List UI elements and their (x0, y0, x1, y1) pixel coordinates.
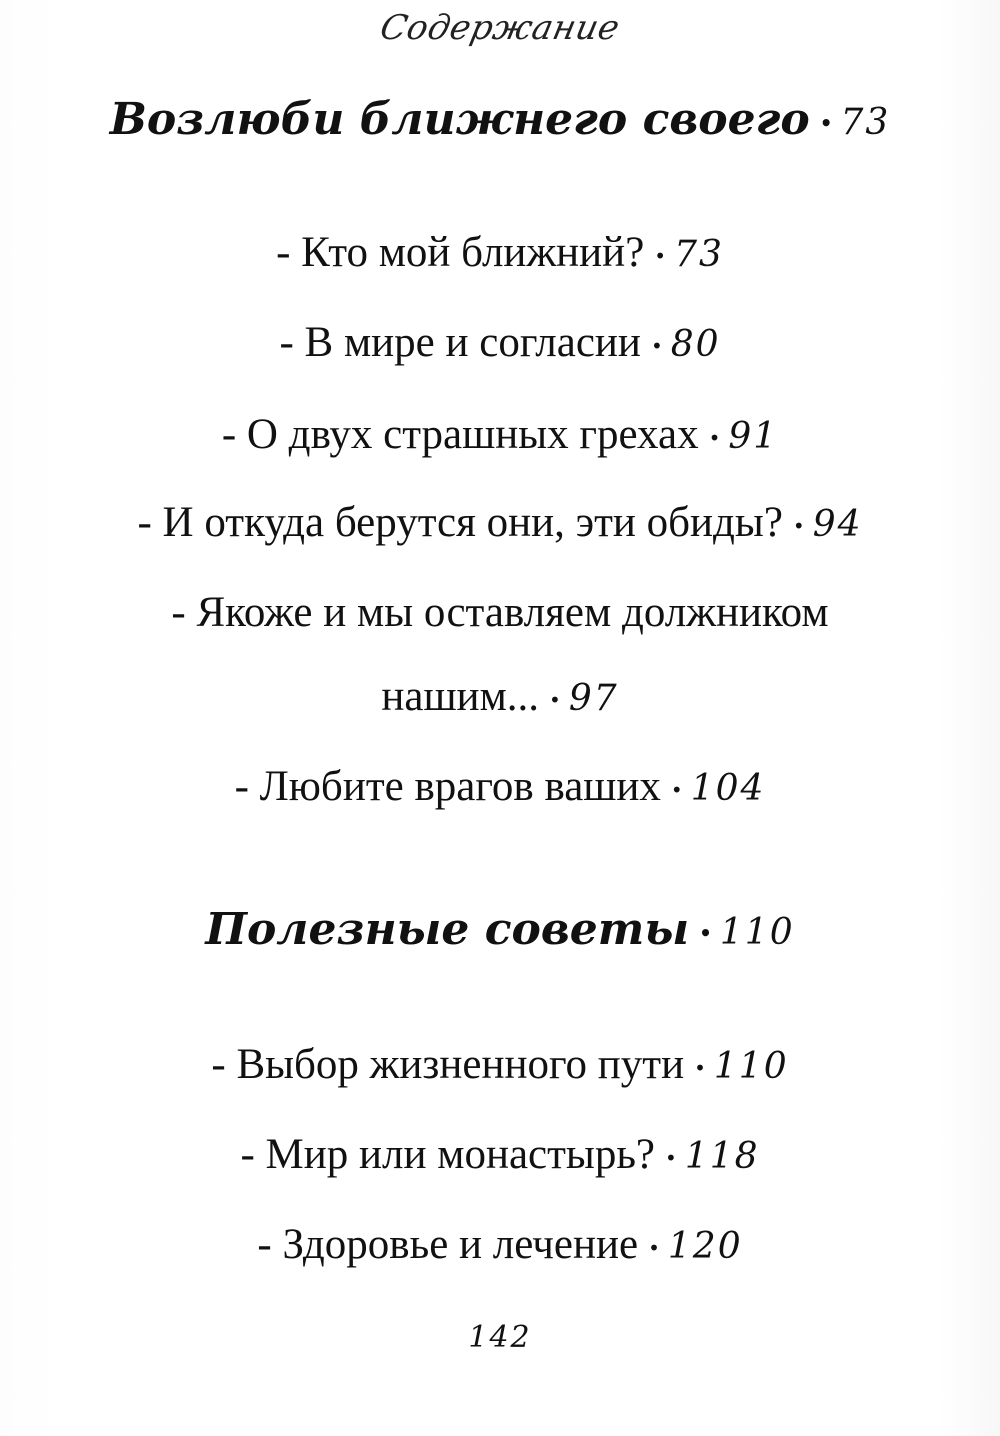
toc-entry-page: 91 (728, 416, 779, 457)
bullet: • (654, 244, 667, 269)
toc-entry-page: 104 (690, 768, 766, 809)
bullet: • (650, 334, 663, 359)
toc-entry (0, 1038, 1000, 1095)
toc-entry-text: - Якоже и мы оставляем должником (171, 589, 829, 636)
section-title-text: Полезные советы (205, 904, 690, 955)
toc-entry (0, 1128, 1000, 1185)
toc-entry-page: 80 (670, 324, 721, 365)
toc-entry-continuation (0, 670, 1000, 727)
toc-entry-text: - Мир или монастырь? (240, 1131, 656, 1178)
section-page-number: 110 (719, 912, 795, 953)
toc-entry-text: - Любите врагов ваших (234, 763, 661, 810)
toc-entry-text: нашим... (381, 673, 540, 720)
toc-entry (0, 496, 1000, 553)
toc-entry (0, 316, 1000, 373)
toc-entry (0, 226, 1000, 283)
bullet: • (665, 1146, 677, 1171)
toc-entry-page: 97 (568, 678, 619, 719)
toc-entry-text: - О двух страшных грехах (221, 411, 699, 458)
toc-entry-page: 118 (684, 1136, 760, 1177)
toc-entry-text: - Здоровье и лечение (257, 1221, 639, 1268)
section-title-1 (0, 92, 1000, 151)
running-head: Содержание (376, 8, 624, 48)
bullet: • (694, 1056, 706, 1081)
page-number-folio: 142 (468, 1320, 532, 1355)
toc-entry-text: - Кто мой ближний? (276, 229, 645, 276)
toc-entry-page: 94 (812, 504, 863, 545)
bullet: • (699, 920, 712, 945)
bullet: • (819, 110, 833, 135)
bullet: • (708, 426, 721, 451)
toc-entry-text: - В мире и согласии (279, 319, 641, 366)
toc-entry-text: - И откуда берутся они, эти обиды? (137, 499, 783, 546)
section-title-text: Возлюби ближнего своего (109, 94, 810, 145)
bullet: • (670, 778, 683, 803)
toc-entry (0, 586, 1000, 640)
bullet: • (549, 688, 561, 713)
toc-entry-page: 120 (667, 1226, 743, 1267)
toc-entry (0, 760, 1000, 817)
toc-entry (0, 1218, 1000, 1275)
bullet: • (792, 514, 805, 539)
toc-entry-page: 73 (674, 234, 724, 275)
toc-entry (0, 408, 1000, 465)
section-title-2 (0, 902, 1000, 961)
section-page-number: 73 (840, 102, 891, 143)
bullet: • (648, 1236, 660, 1261)
toc-entry-text: - Выбор жизненного пути (211, 1041, 685, 1088)
toc-entry-page: 110 (713, 1046, 789, 1087)
